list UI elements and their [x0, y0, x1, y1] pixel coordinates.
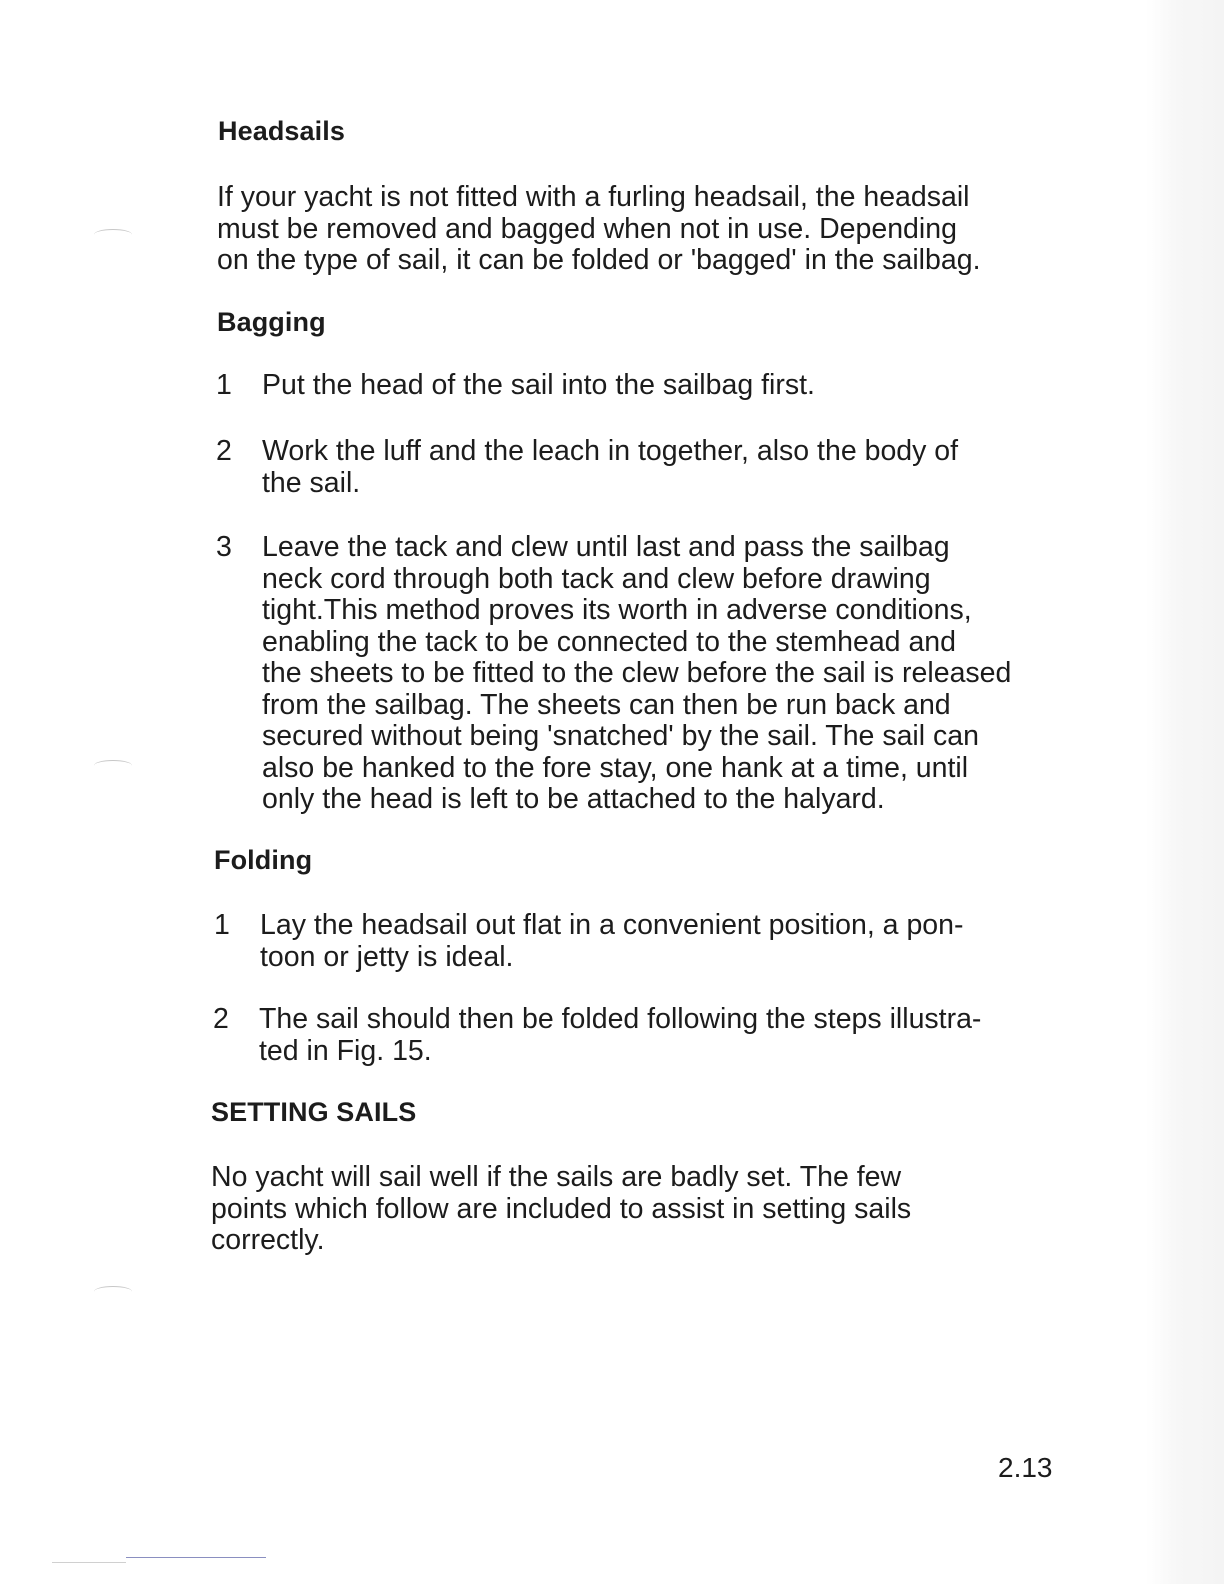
text-line: The sail should then be folded following the steps illustra- — [259, 1003, 982, 1035]
section-heading-headsails: Headsails — [218, 116, 345, 146]
text-line: No yacht will sail well if the sails are badly set. The few — [211, 1161, 902, 1193]
punch-hole-mark — [94, 229, 132, 240]
scan-artifact-line — [52, 1562, 126, 1563]
step-number: 3 — [216, 531, 232, 563]
step-number: 2 — [213, 1003, 229, 1035]
text-line: tight.This method proves its worth in adverse conditions, — [262, 594, 972, 626]
text-line: Put the head of the sail into the sailbag first. — [262, 369, 815, 401]
page-number: 2.13 — [998, 1452, 1053, 1483]
punch-hole-mark — [94, 1286, 132, 1297]
text-line: enabling the tack to be connected to the stemhead and — [262, 625, 957, 658]
text-line: correctly. — [211, 1224, 325, 1256]
step-text — [262, 370, 1112, 402]
page-edge-shadow — [1146, 0, 1224, 1584]
punch-hole-mark — [94, 760, 132, 771]
setting-sails-paragraph — [211, 1162, 911, 1257]
text-line: the sail. — [262, 466, 361, 499]
text-line: Leave the tack and clew until last and pass the sailbag — [262, 531, 950, 563]
text-line: secured without being 'snatched' by the sail. The sail can — [262, 720, 979, 752]
step-number: 1 — [216, 369, 232, 401]
text-line: on the type of sail, it can be folded or 'bagged' in the sailbag. — [217, 244, 981, 276]
step-number: 2 — [216, 435, 232, 467]
step-text — [260, 910, 1110, 973]
text-line: only the head is left to be attached to the halyard. — [262, 783, 885, 815]
text-line: If your yacht is not fitted with a furling headsail, the headsail — [217, 181, 970, 213]
scan-artifact-line — [126, 1557, 266, 1558]
text-line: the sheets to be fitted to the clew before the sail is released — [262, 657, 1012, 689]
headsails-paragraph — [217, 182, 981, 277]
text-line: ted in Fig. 15. — [259, 1034, 432, 1067]
step-text — [259, 1004, 1109, 1067]
section-heading-setting-sails: SETTING SAILS — [211, 1097, 417, 1127]
text-line: Lay the headsail out flat in a convenient position, a pon- — [260, 909, 964, 941]
text-line: points which follow are included to assist in setting sails — [211, 1192, 912, 1225]
step-number: 1 — [214, 909, 230, 941]
step-text — [262, 436, 1112, 499]
text-line: neck cord through both tack and clew before drawing — [262, 562, 931, 595]
text-line: toon or jetty is ideal. — [260, 940, 514, 973]
section-heading-bagging: Bagging — [217, 307, 326, 337]
section-heading-folding: Folding — [214, 845, 313, 875]
step-text — [262, 532, 1142, 816]
text-line: from the sailbag. The sheets can then be run back and — [262, 688, 951, 721]
text-line: also be hanked to the fore stay, one hank at a time, until — [262, 751, 969, 784]
text-line: must be removed and bagged when not in use. Depending — [217, 212, 957, 245]
text-line: Work the luff and the leach in together, also the body of — [262, 435, 959, 467]
